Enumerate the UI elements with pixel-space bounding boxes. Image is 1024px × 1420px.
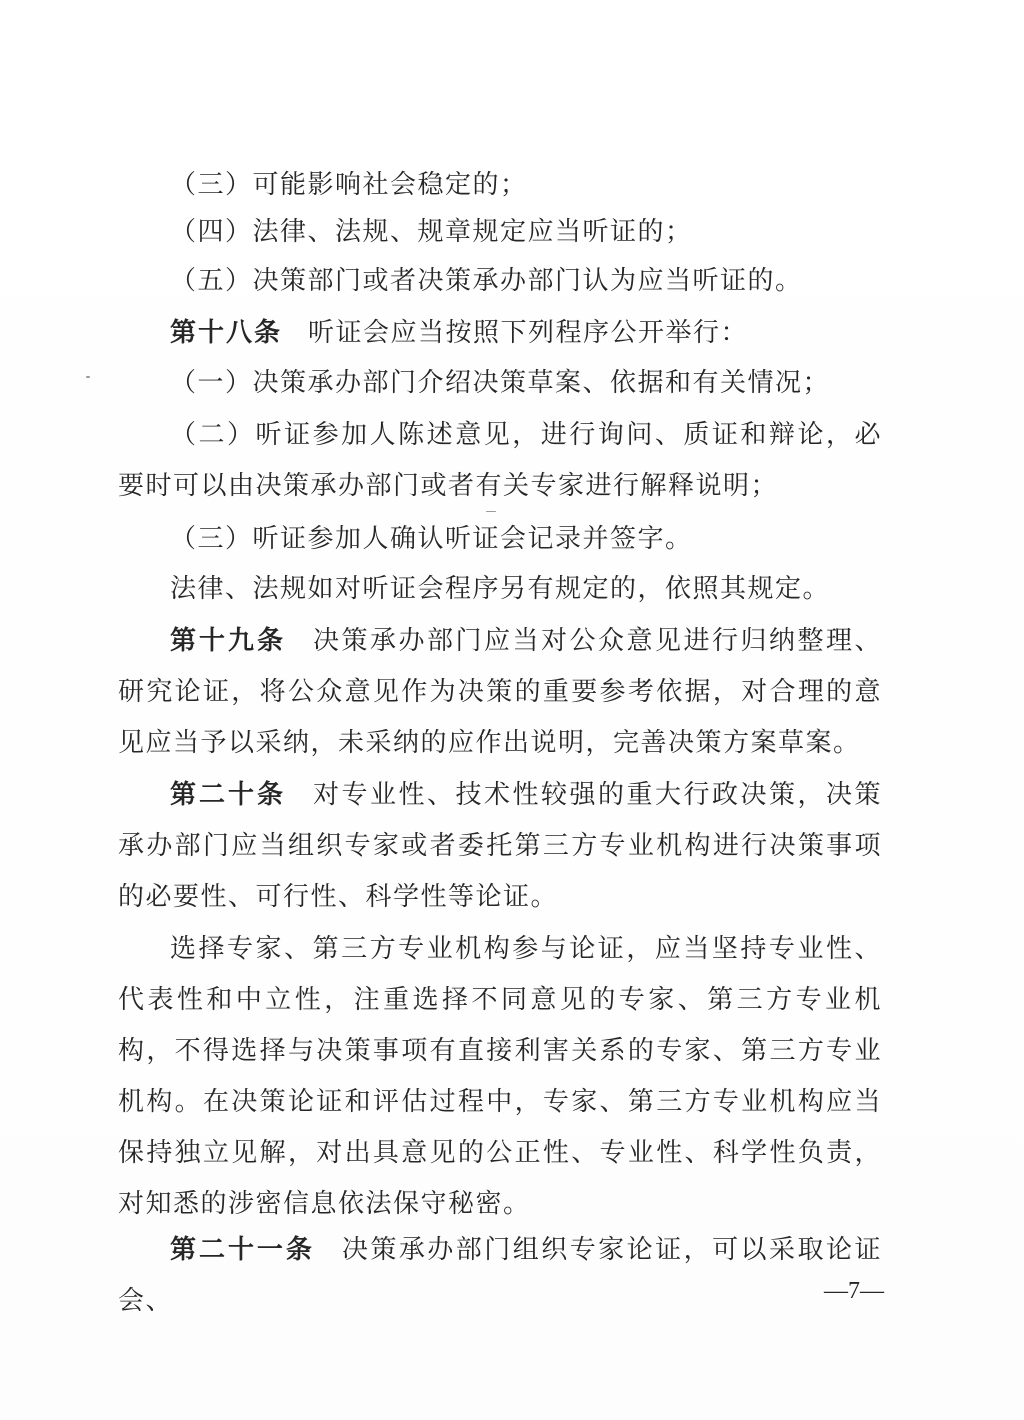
article-heading: 第十九条 [170, 626, 286, 656]
paragraph-text: （一）决策承办部门介绍决策草案、依据和有关情况； [170, 368, 831, 398]
paragraph-text: 法律、法规如对听证会程序另有规定的，依照其规定。 [170, 574, 831, 604]
paragraph-7 [118, 514, 882, 565]
scan-speck [86, 376, 90, 378]
paragraph-8 [118, 564, 882, 615]
paragraph-1 [118, 160, 882, 211]
paragraph-6 [118, 410, 882, 512]
article-heading: 第二十一条 [170, 1235, 315, 1265]
paragraph-text: 选择专家、第三方专业机构参与论证，应当坚持专业性、代表性和中立性，注重选择不同意见的专家、第三方专业机构，不得选择与决策事项有直接利害关系的专家、第三方专业机构。在决策论证和评估过程中，专家、第三方专业机构应当保持独立见解，对出具意见的公正性、专业性、科学性负责，对知悉的涉密信息依法保守秘密。 [118, 934, 882, 1219]
paragraph-text: （三）可能影响社会稳定的； [170, 170, 528, 200]
paragraph-text: （四）法律、法规、规章规定应当听证的； [170, 217, 693, 247]
page-number: —7— [824, 1278, 884, 1304]
paragraph-article-18 [118, 308, 882, 359]
article-heading: 第十八条 [170, 318, 283, 348]
paragraph-text: （三）听证参加人确认听证会记录并签字。 [170, 524, 693, 554]
paragraph-text: （五）决策部门或者决策承办部门认为应当听证的。 [170, 266, 803, 296]
paragraph-text: （二）听证参加人陈述意见，进行询问、质证和辩论，必要时可以由决策承办部门或者有关专家进行解释说明； [118, 420, 882, 501]
paragraph-11 [118, 924, 882, 1230]
scan-speck [486, 511, 496, 512]
paragraph-3 [118, 256, 882, 307]
paragraph-text: 听证会应当按照下列程序公开举行： [308, 318, 749, 348]
paragraph-article-20 [118, 770, 882, 923]
paragraph-text: 决策承办部门组织专家论证，可以采取论证会、 [118, 1235, 882, 1316]
paragraph-2 [118, 207, 882, 258]
paragraph-article-21 [118, 1225, 882, 1327]
paragraph-article-19 [118, 616, 882, 769]
article-heading: 第二十条 [170, 780, 286, 810]
paragraph-text: 决策承办部门应当对公众意见进行归纳整理、研究论证，将公众意见作为决策的重要参考依据，对合理的意见应当予以采纳，未采纳的应作出说明，完善决策方案草案。 [118, 626, 882, 758]
paragraph-5 [118, 358, 882, 409]
paragraph-text: 对专业性、技术性较强的重大行政决策，决策承办部门应当组织专家或者委托第三方专业机构进行决策事项的必要性、可行性、科学性等论证。 [118, 780, 882, 912]
